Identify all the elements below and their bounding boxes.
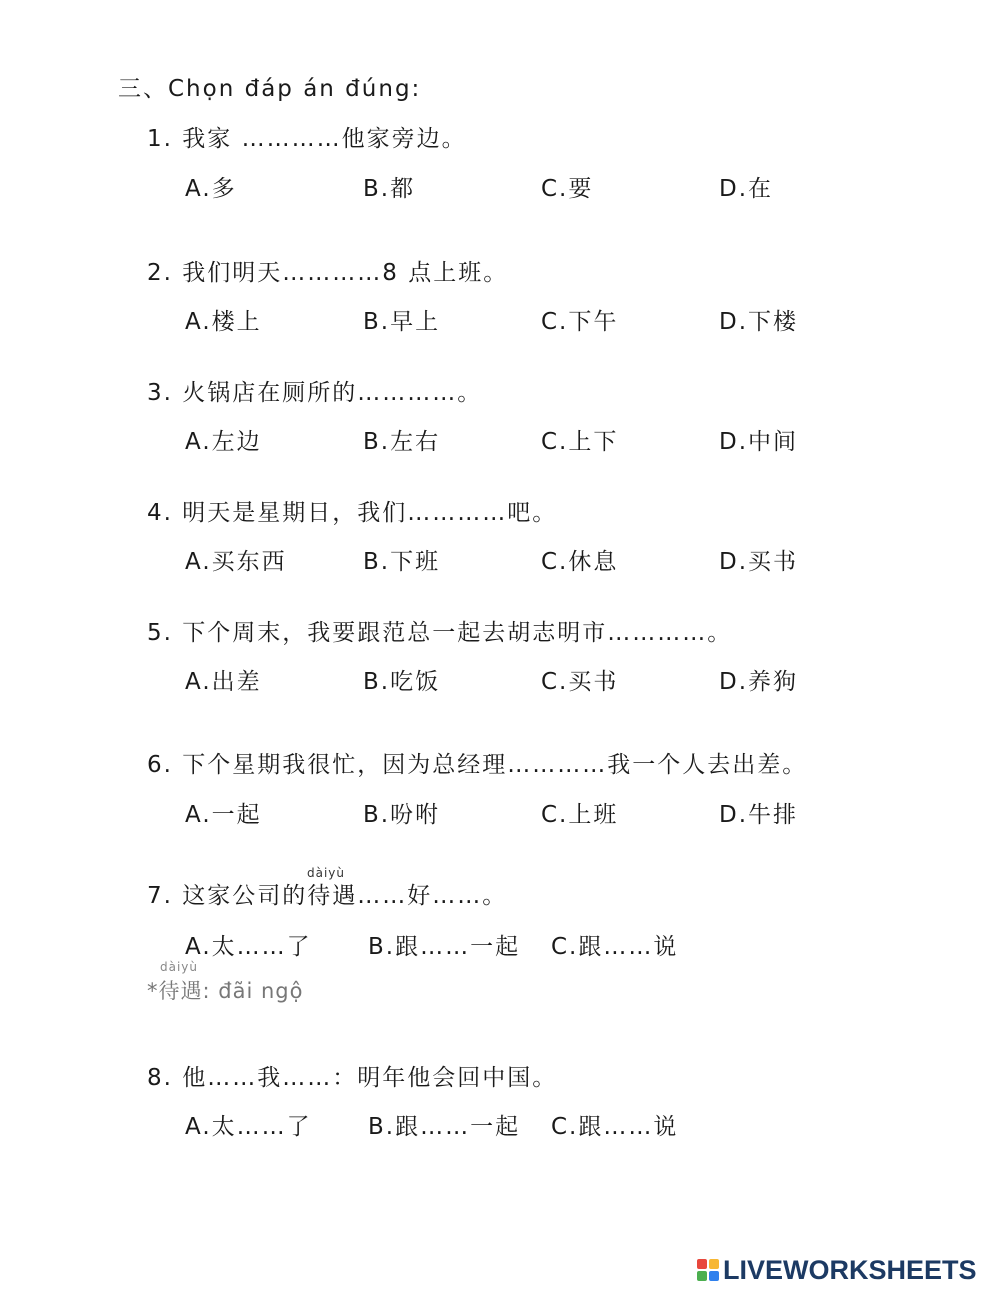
q5-option-b[interactable]: B.吃饭 <box>363 669 441 695</box>
q4-option-b[interactable]: B.下班 <box>363 549 441 575</box>
q4-option-d[interactable]: D.买书 <box>719 549 799 575</box>
q5-option-a[interactable]: A.出差 <box>185 669 262 695</box>
question-4: 4. 明天是星期日，我们…………吧。 <box>147 500 558 526</box>
q4-option-c[interactable]: C.休息 <box>541 549 619 575</box>
q1-option-c[interactable]: C.要 <box>541 176 594 202</box>
note-pinyin: dàiyù <box>160 960 199 974</box>
q2-option-b[interactable]: B.早上 <box>363 309 441 335</box>
q6-option-b[interactable]: B.吩咐 <box>363 802 441 828</box>
q8-option-c[interactable]: C.跟……说 <box>551 1114 679 1140</box>
logo-block-blue <box>709 1271 719 1281</box>
q7-option-b[interactable]: B.跟……一起 <box>368 934 521 960</box>
logo-block-green <box>697 1271 707 1281</box>
question-2: 2. 我们明天…………8 点上班。 <box>147 260 509 286</box>
q3-option-b[interactable]: B.左右 <box>363 429 441 455</box>
q3-option-c[interactable]: C.上下 <box>541 429 619 455</box>
q5-option-d[interactable]: D.养狗 <box>719 669 799 695</box>
question-5: 5. 下个周末，我要跟范总一起去胡志明市…………。 <box>147 620 733 646</box>
q4-option-a[interactable]: A.买东西 <box>185 549 287 575</box>
question-8: 8. 他……我……：明年他会回中国。 <box>147 1065 558 1091</box>
logo-block-yellow <box>709 1259 719 1269</box>
section-heading: 三、Chọn đáp án đúng: <box>118 76 422 102</box>
q5-option-c[interactable]: C.买书 <box>541 669 619 695</box>
q6-option-d[interactable]: D.牛排 <box>719 802 799 828</box>
liveworksheets-logo-icon <box>697 1259 719 1281</box>
question-1: 1. 我家 …………他家旁边。 <box>147 126 467 152</box>
q2-option-c[interactable]: C.下午 <box>541 309 619 335</box>
q7-pinyin-annotation: dàiyù <box>307 866 346 880</box>
q3-option-d[interactable]: D.中间 <box>719 429 799 455</box>
q6-option-a[interactable]: A.一起 <box>185 802 262 828</box>
liveworksheets-logo[interactable] <box>697 1255 977 1285</box>
q2-option-a[interactable]: A.楼上 <box>185 309 262 335</box>
question-7: 7. 这家公司的待遇……好……。 <box>147 883 508 909</box>
q8-option-a[interactable]: A.太……了 <box>185 1114 312 1140</box>
q7-option-a[interactable]: A.太……了 <box>185 934 312 960</box>
q3-option-a[interactable]: A.左边 <box>185 429 262 455</box>
q1-option-a[interactable]: A.多 <box>185 176 237 202</box>
logo-text: LIVEWORKSHEETS <box>723 1254 977 1285</box>
q1-option-b[interactable]: B.都 <box>363 176 416 202</box>
q6-option-c[interactable]: C.上班 <box>541 802 619 828</box>
logo-block-red <box>697 1259 707 1269</box>
question-6: 6. 下个星期我很忙，因为总经理…………我一个人去出差。 <box>147 752 808 778</box>
q8-option-b[interactable]: B.跟……一起 <box>368 1114 521 1140</box>
q2-option-d[interactable]: D.下楼 <box>719 309 799 335</box>
q1-option-d[interactable]: D.在 <box>719 176 774 202</box>
q7-option-c[interactable]: C.跟……说 <box>551 934 679 960</box>
vocabulary-note: *待遇: đãi ngộ <box>147 979 304 1003</box>
question-3: 3. 火锅店在厕所的…………。 <box>147 380 483 406</box>
